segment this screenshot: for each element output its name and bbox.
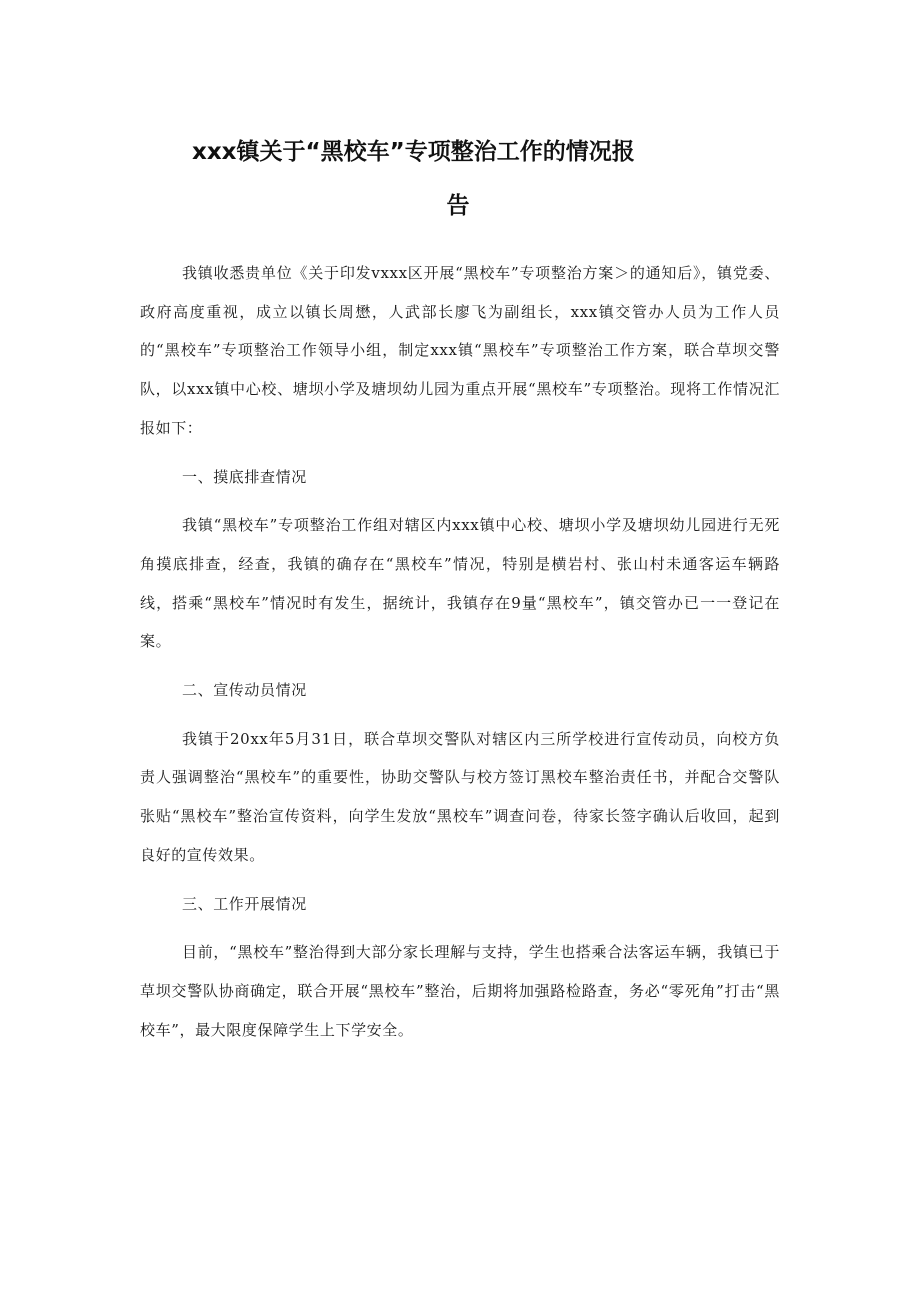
spacer <box>140 923 780 933</box>
intro-paragraph: 我镇收悉贵单位《关于印发vxxx区开展“黑校车”专项整治方案＞的通知后》，镇党委、政府高度重视，成立以镇长周懋，人武部长廖飞为副组长，xxx镇交管办人员为工作人员的“黑校车”专项整治工作领导小组，制定xxx镇“黑校车”专项整治工作方案，联合草坝交警队，以xxx镇中心校、塘坝小学及塘坝幼儿园为重点开展“黑校车”专项整治。现将工作情况汇报如下： <box>140 264 780 437</box>
spacer <box>140 448 780 458</box>
document-title-line-2: 告 <box>446 193 470 219</box>
section-paragraph-2: 我镇于20xx年5月31日，联合草坝交警队对辖区内三所学校进行宣传动员，向校方负责人强调整治“黑校车”的重要性，协助交警队与校方签订黑校车整治责任书，并配合交警队张贴“黑校车”整治宣传资料，向学生发放“黑校车”调查问卷，待家长签字确认后收回，起到良好的宣传效果。 <box>140 729 780 864</box>
document-title-line-1: xxx镇关于“黑校车”专项整治工作的情况报 <box>192 139 635 165</box>
section-paragraph-3: 目前，“黑校车”整治得到大部分家长理解与支持，学生也搭乘合法客运车辆，我镇已于草坝交警队协商确定，联合开展“黑校车”整治，后期将加强路检路查，务必“零死角”打击“黑校车”，最大限度保障学生上下学安全。 <box>140 943 780 1039</box>
section-heading-3: 三、工作开展情况 <box>182 894 307 913</box>
section-heading-2: 二、宣传动员情况 <box>182 681 307 700</box>
document-body <box>140 254 780 1049</box>
section-paragraph-1: 我镇“黑校车”专项整治工作组对辖区内xxx镇中心校、塘坝小学及塘坝幼儿园进行无死角摸底排查，经查，我镇的确存在“黑校车”情况，特别是横岩村、张山村未通客运车辆路线，搭乘“黑校车”情况时有发生，据统计，我镇存在9量“黑校车”，镇交管办已一一登记在案。 <box>140 516 780 651</box>
spacer <box>140 496 780 506</box>
spacer <box>140 875 780 885</box>
spacer <box>140 661 780 671</box>
spacer <box>140 710 780 720</box>
section-heading-1: 一、摸底排查情况 <box>182 467 307 486</box>
